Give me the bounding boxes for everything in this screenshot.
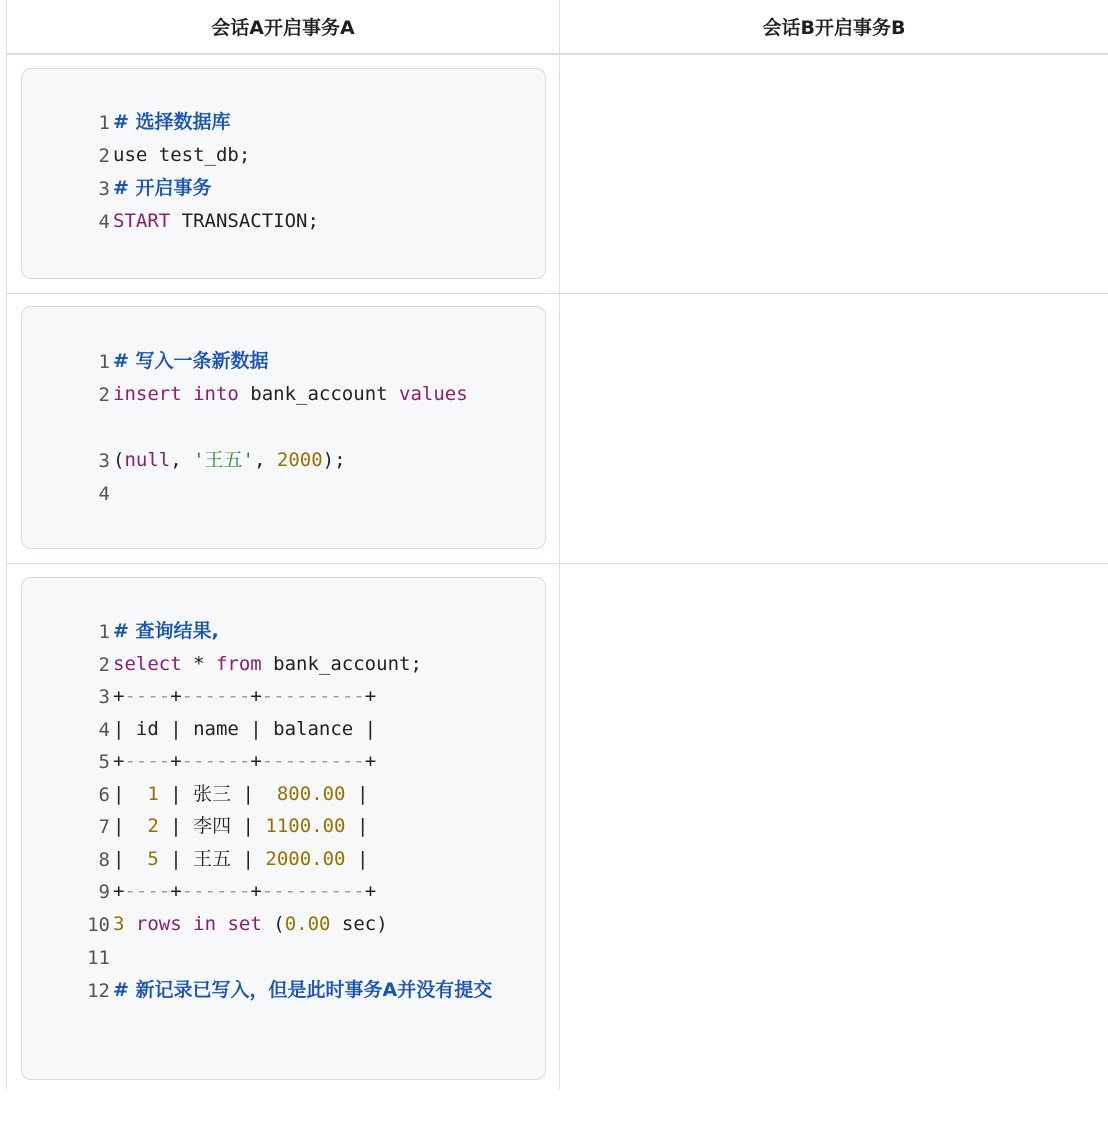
code-block[interactable] — [21, 306, 546, 549]
line-number: 10 — [87, 914, 110, 936]
code-line — [113, 615, 523, 648]
session-a-cell — [6, 564, 560, 1089]
comment-text: # 选择数据库 — [113, 111, 231, 133]
comment-text: # 查询结果, — [113, 620, 219, 642]
code-line: +----+------+---------+ — [113, 880, 377, 902]
code-line: use test_db; — [113, 144, 251, 166]
code-line — [113, 106, 523, 139]
line-number: 1 — [98, 621, 110, 643]
line-number: 11 — [87, 947, 110, 969]
line-number: 3 — [98, 450, 110, 472]
line-number: 8 — [98, 849, 110, 871]
line-number: 7 — [98, 816, 110, 838]
code-block[interactable] — [21, 577, 546, 1080]
code-line: | 1 | 张三 | 800.00 | — [113, 783, 369, 805]
code-line: (null, '王五', 2000); — [113, 449, 346, 471]
comment-text: # 写入一条新数据 — [113, 350, 269, 372]
code-line — [113, 974, 523, 1007]
table-row — [6, 564, 1108, 1089]
line-number: 2 — [98, 654, 110, 676]
session-b-cell — [560, 294, 1108, 563]
header-session-b: 会话B开启事务B — [762, 17, 906, 39]
code-line — [113, 345, 523, 378]
line-number: 1 — [98, 351, 110, 373]
session-a-cell — [6, 294, 560, 563]
line-number: 2 — [98, 384, 110, 406]
code-line: +----+------+---------+ — [113, 685, 377, 707]
line-number: 3 — [98, 178, 110, 200]
code-line: | 5 | 王五 | 2000.00 | — [113, 848, 369, 870]
line-number: 3 — [98, 686, 110, 708]
code-block[interactable] — [21, 68, 546, 279]
session-b-cell — [560, 55, 1108, 293]
transaction-comparison-table — [6, 0, 1108, 1089]
code-line: 3 rows in set (0.00 sec) — [113, 913, 388, 935]
comment-text: # 开启事务 — [113, 177, 212, 199]
line-number: 1 — [98, 112, 110, 134]
session-b-cell — [560, 564, 1108, 1089]
session-a-cell — [6, 55, 560, 293]
line-number: 4 — [98, 483, 110, 505]
comment-text: # 新记录已写入，但是此时事务A并没有提交 — [113, 979, 493, 1001]
code-line: | id | name | balance | — [113, 718, 377, 740]
table-row — [6, 55, 1108, 294]
code-line — [113, 172, 523, 205]
code-line: | 2 | 李四 | 1100.00 | — [113, 815, 369, 837]
header-session-a: 会话A开启事务A — [6, 0, 560, 53]
table-header-row — [6, 0, 1108, 55]
line-number: 2 — [98, 145, 110, 167]
table-row — [6, 294, 1108, 564]
line-number: 4 — [98, 211, 110, 233]
line-number: 5 — [98, 751, 110, 773]
code-line: select * from bank_account; — [113, 653, 422, 675]
code-line: START TRANSACTION; — [113, 210, 319, 232]
line-number: 12 — [87, 980, 110, 1002]
code-line: +----+------+---------+ — [113, 750, 377, 772]
line-number: 9 — [98, 881, 110, 903]
code-line: insert into bank_account values — [113, 383, 468, 405]
line-number: 6 — [98, 784, 110, 806]
line-number: 4 — [98, 719, 110, 741]
